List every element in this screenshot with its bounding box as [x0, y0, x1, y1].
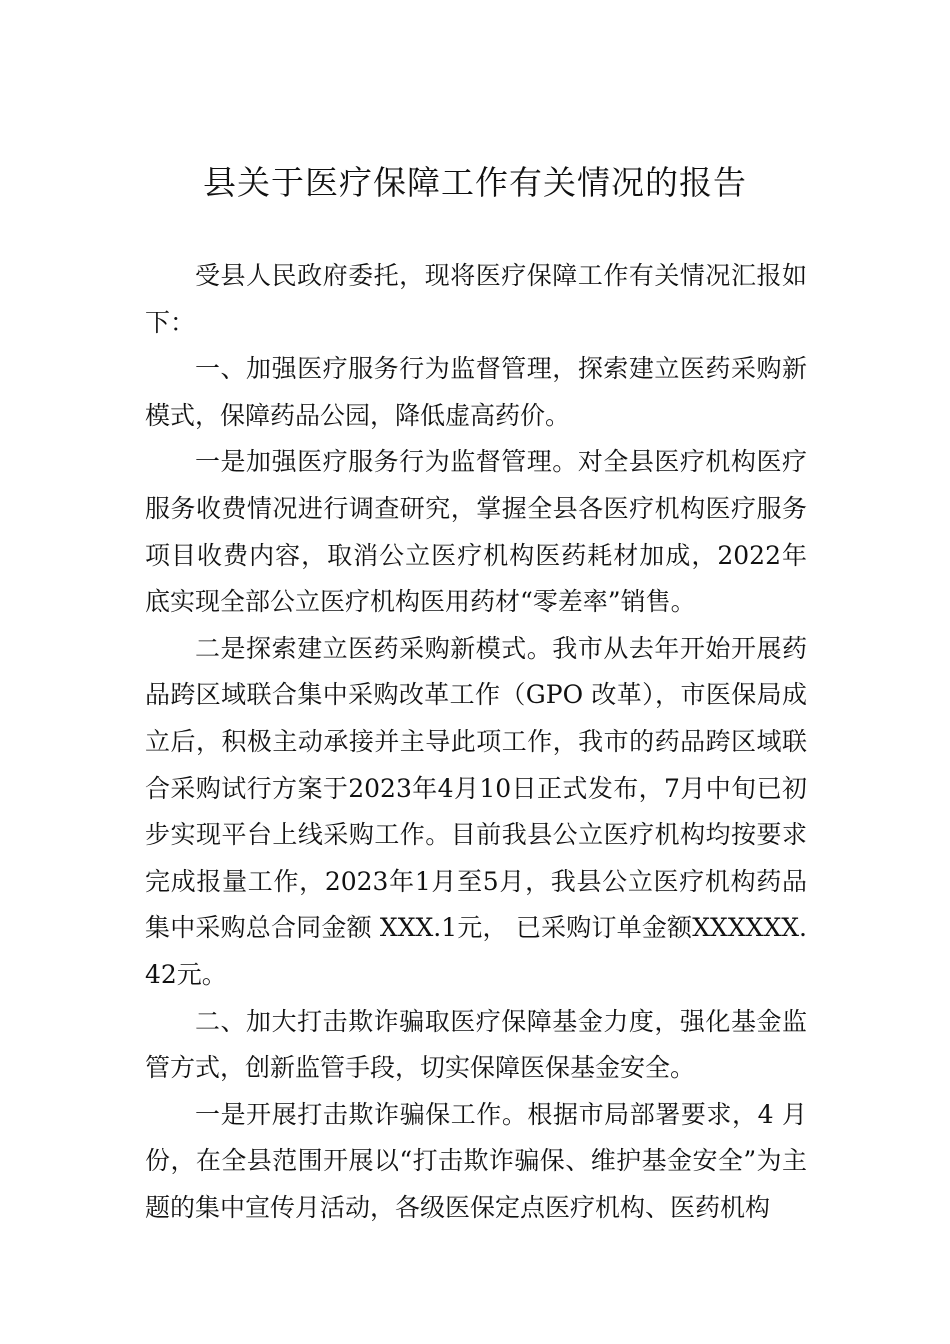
document-title: 县关于医疗保障工作有关情况的报告 [203, 163, 747, 202]
document-body [145, 253, 807, 1231]
paragraph-anti-fraud: 一是开展打击欺诈骗保工作。根据市局部署要求，4 月份，在全县范围开展以“打击欺诈骗保、维护基金安全”为主题的集中宣传月活动，各级医保定点医疗机构、医药机构 [145, 1099, 807, 1222]
paragraph-intro: 受县人民政府委托，现将医疗保障工作有关情况汇报如下： [145, 261, 807, 337]
section-heading-1: 一、加强医疗服务行为监督管理，探索建立医药采购新模式，保障药品公园，降低虚高药价。 [145, 354, 807, 430]
paragraph-drug-procurement: 二是探索建立医药采购新模式。我市从去年开始开展药品跨区域联合集中采购改革工作（GPO 改革），市医保局成立后，积极主动承接并主导此项工作，我市的药品跨区域联合采购试行方案于2023年4月10日正式发布，7月中旬已初步实现平台上线采购工作。目前我县公立医疗机构均按要求完成报量工作，2023年1月至5月，我县公立医疗机构药品集中采购总合同金额 XXX.1元， 已采购订单金额XXXXXX.42元。 [145, 633, 807, 989]
paragraph-medical-service-supervision: 一是加强医疗服务行为监督管理。对全县医疗机构医疗服务收费情况进行调查研究，掌握全县各医疗机构医疗服务项目收费内容，取消公立医疗机构医药耗材加成，2022年底实现全部公立医疗机构医用药材“零差率”销售。 [145, 447, 807, 617]
section-heading-2: 二、加大打击欺诈骗取医疗保障基金力度，强化基金监管方式，创新监管手段，切实保障医保基金安全。 [145, 1006, 807, 1083]
